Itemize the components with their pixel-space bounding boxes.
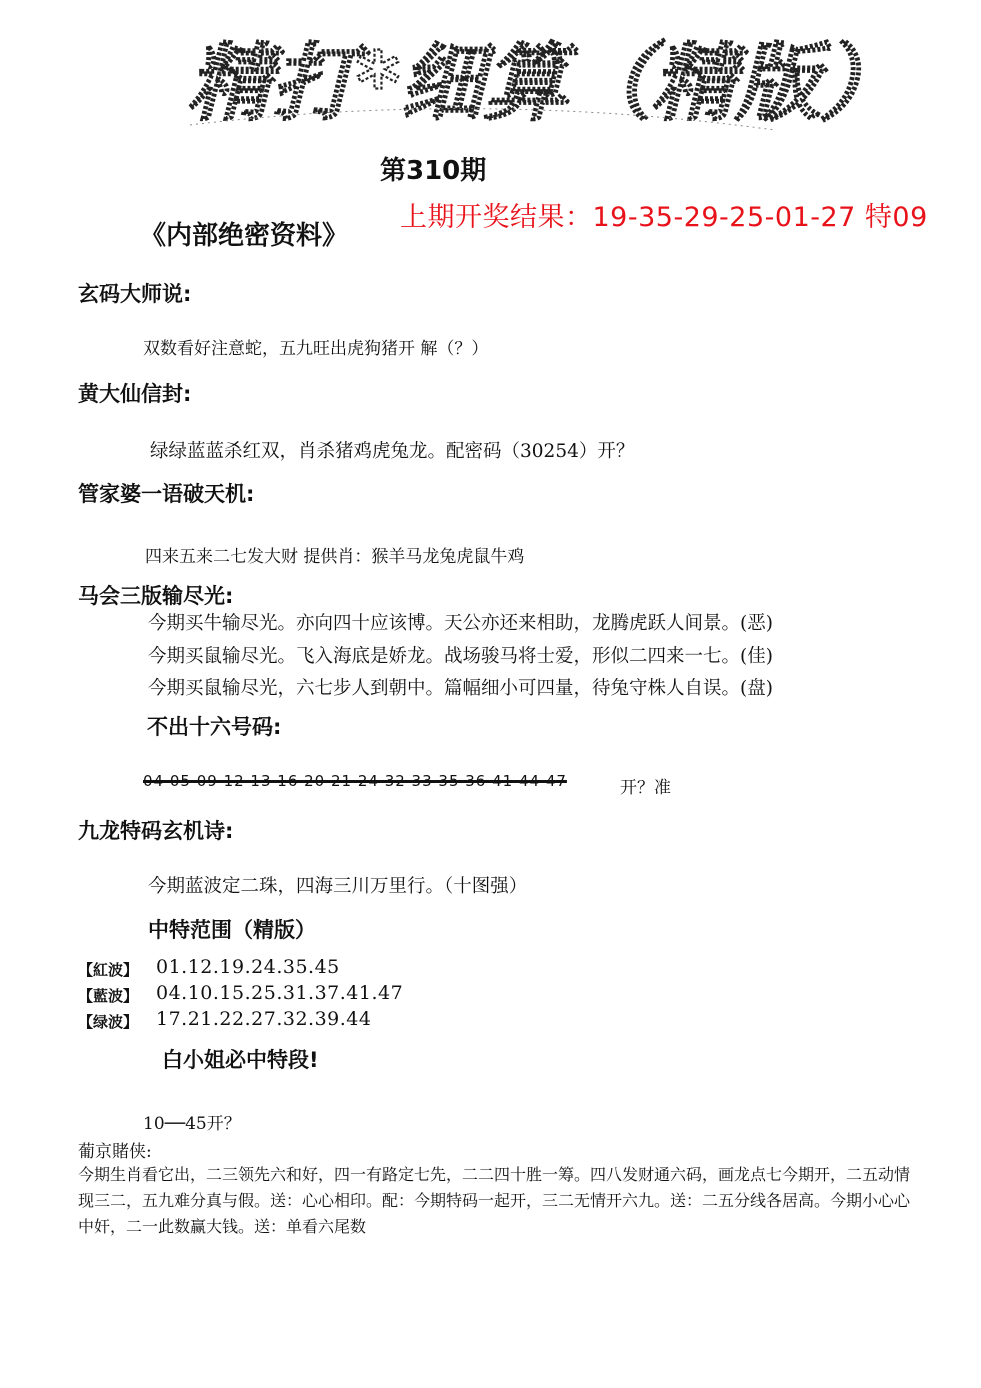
- huang-text: 绿绿蓝蓝杀红双，肖杀猪鸡虎兔龙。配密码（30254）开？: [150, 441, 635, 462]
- horse-title: 马会三版输尽光:: [78, 584, 234, 608]
- dragon-title: 九龙特码玄机诗:: [78, 819, 234, 843]
- dragon-text: 今期蓝波定二珠，四海三川万里行。（十图强）: [148, 876, 528, 897]
- logo-graphic: [180, 20, 904, 135]
- master-text: 双数看好注意蛇，五九旺出虎狗猪开 解（？）: [143, 339, 489, 359]
- last-draw-result: 上期开奖结果：19-35-29-25-01-27 特09: [400, 202, 928, 233]
- gambler-title: 葡京賭侠:: [78, 1142, 152, 1162]
- gambler-text: 今期生肖看它出，二三领先六和好，四一有路定七先，二二四十胜一筹。四八发财通六码，画龙点七今期开，二五动情现三二，五九难分真与假。送：心心相印。配：今期特码一起开，三二无情开六九。送：二五分线各居高。今期小心心中奸，二一此数赢大钱。送：单看六尾数: [78, 1165, 911, 1236]
- green-wave-values: 17.21.22.27.32.39.44: [156, 1008, 372, 1030]
- housekeeper-text: 四来五来二七发大财 提供肖：猴羊马龙兔虎鼠牛鸡: [145, 547, 525, 567]
- housekeeper-title: 管家婆一语破天机:: [78, 482, 255, 506]
- miss-bai-text: 10──45开？: [143, 1114, 241, 1134]
- horse-line: 今期买牛输尽光。亦向四十应该博。天公亦还来相助，龙腾虎跃人间景。(恶): [148, 613, 773, 634]
- logo-title: [180, 20, 904, 135]
- excluded-numbers: 04 05 09 12 13 16 20 21 24 32 33 35 36 41 44 47: [143, 772, 567, 790]
- blue-wave-values: 04.10.15.25.31.37.41.47: [156, 982, 404, 1004]
- green-wave-label: 【绿波】: [78, 1013, 139, 1031]
- red-wave-values: 01.12.19.24.35.45: [156, 956, 340, 978]
- range-title: 中特范围（精版）: [148, 918, 316, 942]
- logo-text: 精打*细算（精版）: [188, 34, 904, 132]
- blue-wave-label: 【藍波】: [78, 987, 139, 1005]
- master-title: 玄码大师说:: [78, 282, 192, 306]
- subtitle: 《内部绝密资料》: [140, 221, 349, 251]
- red-wave-label: 【紅波】: [78, 961, 139, 979]
- excluded-suffix: 开？准: [620, 778, 671, 798]
- miss-bai-title: 白小姐必中特段!: [162, 1048, 319, 1072]
- horse-line: 今期买鼠输尽光。飞入海底是娇龙。战场骏马将士爱，形似二四来一七。(佳): [148, 646, 773, 667]
- huang-title: 黄大仙信封:: [78, 382, 192, 406]
- issue-number: 第310期: [380, 156, 487, 186]
- horse-line: 今期买鼠输尽光，六七步人到朝中。篇幅细小可四量，待兔守株人自误。(盘): [148, 678, 773, 699]
- exclude-title: 不出十六号码:: [147, 715, 282, 739]
